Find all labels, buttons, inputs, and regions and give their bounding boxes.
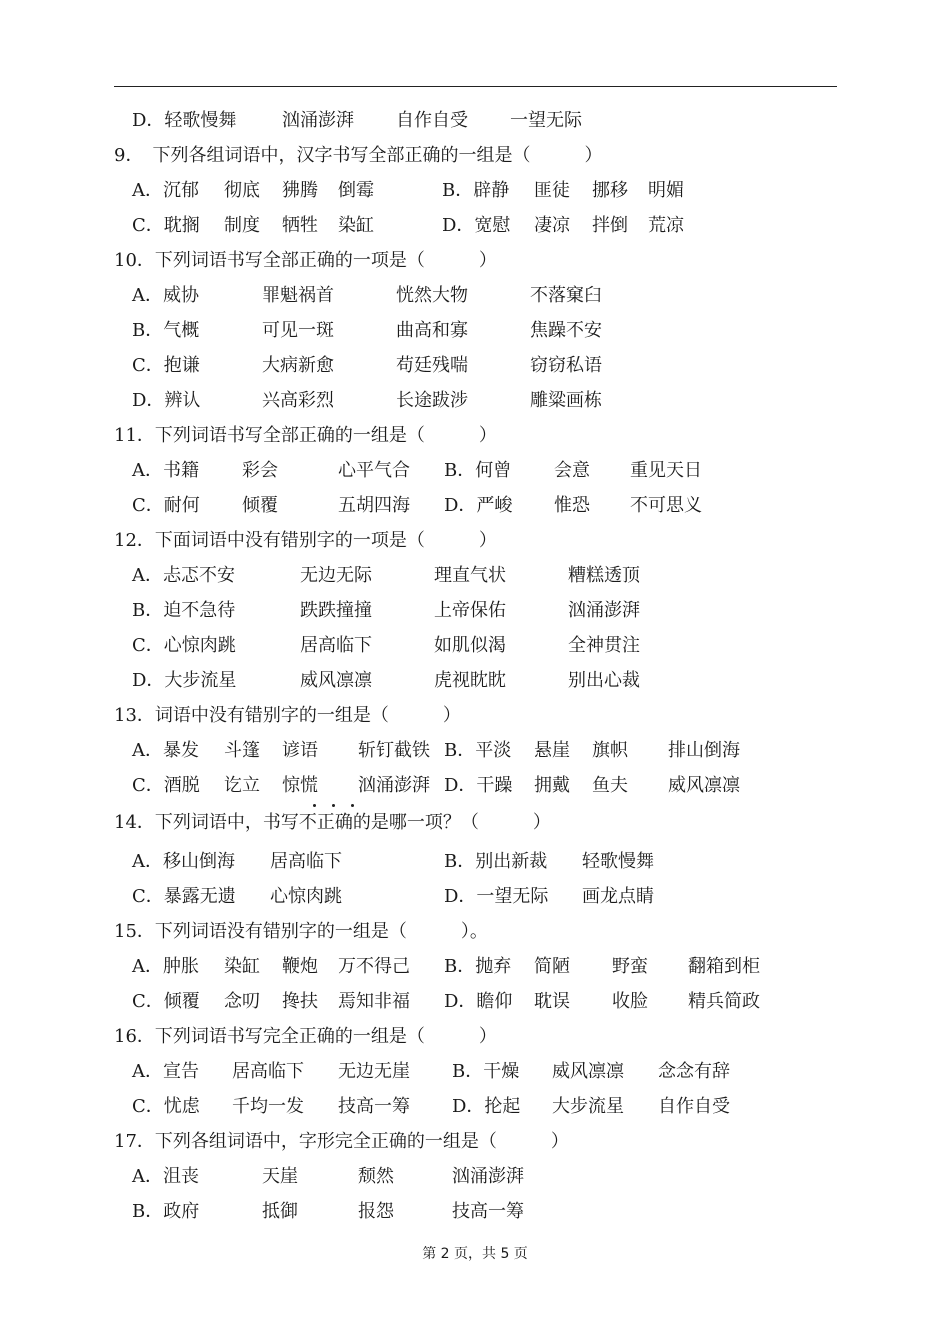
word: 会意 [554,460,590,481]
word: 挪移 [592,180,628,201]
question-stem: 17．下列各组词语中，字形完全正确的一组是（ ） [114,1131,569,1152]
option-b: B．平淡 [444,740,512,761]
word: 天崖 [262,1166,298,1187]
word: 居高临下 [232,1061,304,1082]
word: 恍然大物 [396,285,468,306]
word: 谚语 [282,740,318,761]
word: 搀扶 [282,991,318,1012]
option-b: B．别出新裁 [444,851,548,872]
word: 技高一筹 [338,1096,410,1117]
option-label: D．轻歌慢舞 [132,110,237,131]
option-b: B．政府 [132,1201,200,1222]
word: 汹涌澎湃 [282,110,354,131]
word: 狒腾 [282,180,318,201]
option-c: C．忧虑 [132,1096,200,1117]
word: 威风凛凛 [668,775,740,796]
word: 染缸 [338,215,374,236]
question-stem: 14．下列词语中，书写不正确的是哪一项？（ ） [114,812,551,833]
word: 大步流星 [552,1096,624,1117]
word: 简陋 [534,956,570,977]
word: 抵御 [262,1201,298,1222]
word: 报怨 [358,1201,394,1222]
option-c: C．暴露无遗 [132,886,236,907]
word: 大病新愈 [262,355,334,376]
word: 无边无崖 [338,1061,410,1082]
word: 一望无际 [510,110,582,131]
word: 长途跋涉 [396,390,468,411]
word: 鞭炮 [282,956,318,977]
word: 居高临下 [300,635,372,656]
word: 轻歌慢舞 [582,851,654,872]
word: 旗帜 [592,740,628,761]
word: 糟糕透顶 [568,565,640,586]
option-d: D．干躁 [444,775,513,796]
word: 染缸 [224,956,260,977]
word: 兴高彩烈 [262,390,334,411]
word: 全神贯注 [568,635,640,656]
question-stem: 15．下列词语没有错别字的一组是（ ）。 [114,921,488,942]
word: 汹涌澎湃 [568,600,640,621]
question-stem: 9． 下列各组词语中，汉字书写全部正确的一组是（ ） [114,145,603,166]
word: 惟恐 [554,495,590,516]
word: 念叨 [224,991,260,1012]
word: 野蛮 [612,956,648,977]
word: 千均一发 [232,1096,304,1117]
word: 雕粱画栋 [530,390,602,411]
option-a: A．沉郁 [132,180,199,201]
word: 理直气状 [434,565,506,586]
word: 五胡四海 [338,495,410,516]
word: 斩钉截铁 [358,740,430,761]
option-d: D．一望无际 [444,886,549,907]
word: 别出心裁 [568,670,640,691]
word: 拌倒 [592,215,628,236]
word: 讫立 [224,775,260,796]
word: 万不得己 [338,956,410,977]
word: 威风凛凛 [300,670,372,691]
option-b: B．何曾 [444,460,512,481]
word: 拥戴 [534,775,570,796]
option-c: C．酒脱 [132,775,200,796]
word: 念念有辞 [658,1061,730,1082]
word: 明媚 [648,180,684,201]
word: 排山倒海 [668,740,740,761]
option-c: C．倾覆 [132,991,200,1012]
word: 心平气合 [338,460,410,481]
word: 牺牲 [282,215,318,236]
word: 不可思义 [630,495,702,516]
word: 斗篷 [224,740,260,761]
word: 画龙点睛 [582,886,654,907]
word: 凄凉 [534,215,570,236]
word: 颓然 [358,1166,394,1187]
option-c: C．耐何 [132,495,200,516]
word: 技高一筹 [452,1201,524,1222]
option-d: D．宽慰 [442,215,511,236]
option-a: A．忐忑不安 [132,565,235,586]
word: 制度 [224,215,260,236]
option-a: A．肿胀 [132,956,199,977]
option-d: D．抡起 [452,1096,521,1117]
word: 可见一斑 [262,320,334,341]
word: 惊慌 [282,775,318,796]
option-d: D．瞻仰 [444,991,513,1012]
option-c: C．抱谦 [132,355,200,376]
word: 苟廷残喘 [396,355,468,376]
option-b: B．辟静 [442,180,510,201]
word: 收脸 [612,991,648,1012]
word: 汹涌澎湃 [452,1166,524,1187]
word: 心惊肉跳 [270,886,342,907]
word: 耽误 [534,991,570,1012]
option-a: A．威协 [132,285,199,306]
option-b: B．迫不急待 [132,600,236,621]
word: 不落窠臼 [530,285,602,306]
word: 无边无际 [300,565,372,586]
word: 鱼夫 [592,775,628,796]
word: 彻底 [224,180,260,201]
word: 倒霉 [338,180,374,201]
word: 自作自受 [658,1096,730,1117]
option-a: A．暴发 [132,740,199,761]
word: 窃窃私语 [530,355,602,376]
option-b: B．气概 [132,320,200,341]
word: 汹涌澎湃 [358,775,430,796]
option-c: C．心惊肉跳 [132,635,236,656]
option-c: C．耽搁 [132,215,200,236]
option-b: B．干燥 [452,1061,520,1082]
word: 曲高和寡 [396,320,468,341]
word: 焦躁不安 [530,320,602,341]
word: 跌跌撞撞 [300,600,372,621]
word: 焉知非福 [338,991,410,1012]
question-stem: 13．词语中没有错别字的一组是（ ） [114,705,461,726]
word: 匪徒 [534,180,570,201]
word: 自作自受 [396,110,468,131]
word: 翻箱到柜 [688,956,760,977]
option-a: A．沮丧 [132,1166,199,1187]
word: 荒凉 [648,215,684,236]
question-stem: 16．下列词语书写完全正确的一组是（ ） [114,1026,497,1047]
word: 上帝保佑 [434,600,506,621]
option-b: B．抛弃 [444,956,512,977]
option-a: A．移山倒海 [132,851,235,872]
option-d: D．大步流星 [132,670,237,691]
word: 精兵简政 [688,991,760,1012]
word: 彩会 [242,460,278,481]
word: 威风凛凛 [552,1061,624,1082]
option-a: A．宣告 [132,1061,199,1082]
word: 居高临下 [270,851,342,872]
word: 虎视眈眈 [434,670,506,691]
question-stem: 12．下面词语中没有错别字的一项是（ ） [114,530,497,551]
word: 如肌似渴 [434,635,506,656]
word: 悬崖 [534,740,570,761]
word: 罪魁祸首 [262,285,334,306]
word: 倾覆 [242,495,278,516]
option-a: A．书籍 [132,460,199,481]
option-d: D．严峻 [444,495,513,516]
question-stem: 10．下列词语书写全部正确的一项是（ ） [114,250,497,271]
word: 重见天日 [630,460,702,481]
question-stem: 11．下列词语书写全部正确的一组是（ ） [114,425,497,446]
page-footer: 第 2 页，共 5 页 [422,1246,528,1262]
header-rule [114,86,837,87]
option-d: D．辨认 [132,390,201,411]
